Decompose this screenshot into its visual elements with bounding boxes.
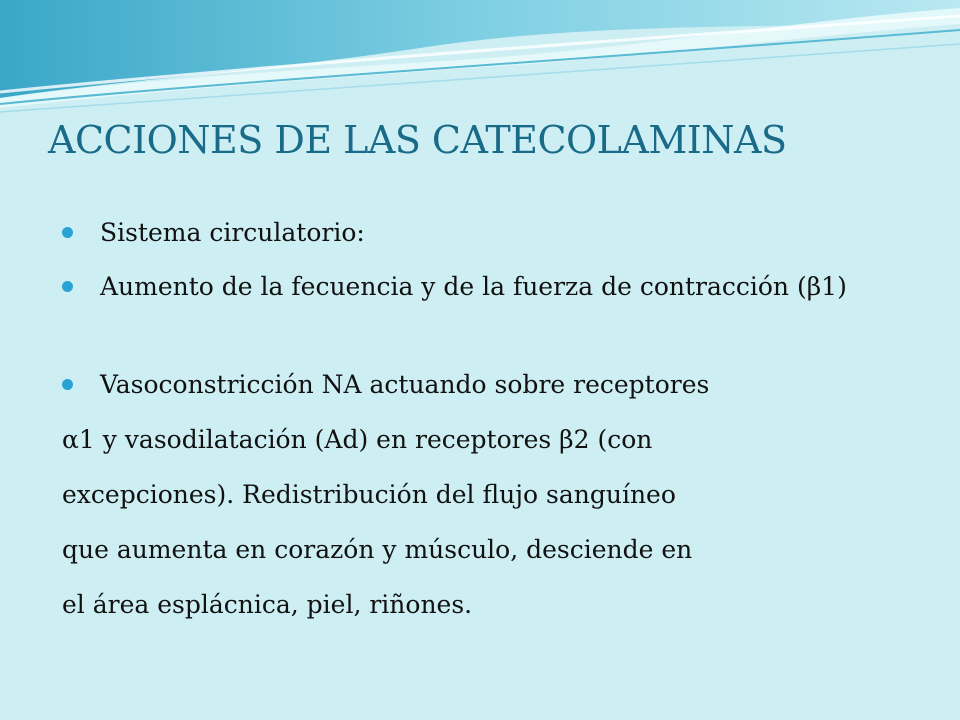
continuation-line: el área esplácnica, piel, riñones.	[62, 590, 473, 619]
bullet-text: Aumento de la fecuencia y de la fuerza de contracción (β1)	[100, 272, 847, 301]
bullet-text: Vasoconstricción NA actuando sobre receptores	[100, 370, 710, 399]
continuation-line: excepciones). Redistribución del flujo sanguíneo	[62, 480, 676, 509]
bullet-text: Sistema circulatorio:	[100, 218, 365, 247]
bullet-dot-icon	[62, 281, 73, 292]
bullet-item	[62, 266, 882, 307]
bullet-item	[62, 212, 882, 253]
continuation-line: α1 y vasodilatación (Ad) en receptores β2 (con	[62, 425, 653, 454]
slide-title: ACCIONES DE LAS CATECOLAMINAS	[48, 118, 787, 162]
continuation-line: que aumenta en corazón y músculo, desciende en	[62, 535, 693, 564]
bullet-dot-icon	[62, 227, 73, 238]
bullet-dot-icon	[62, 379, 73, 390]
bullet-item	[62, 364, 882, 405]
